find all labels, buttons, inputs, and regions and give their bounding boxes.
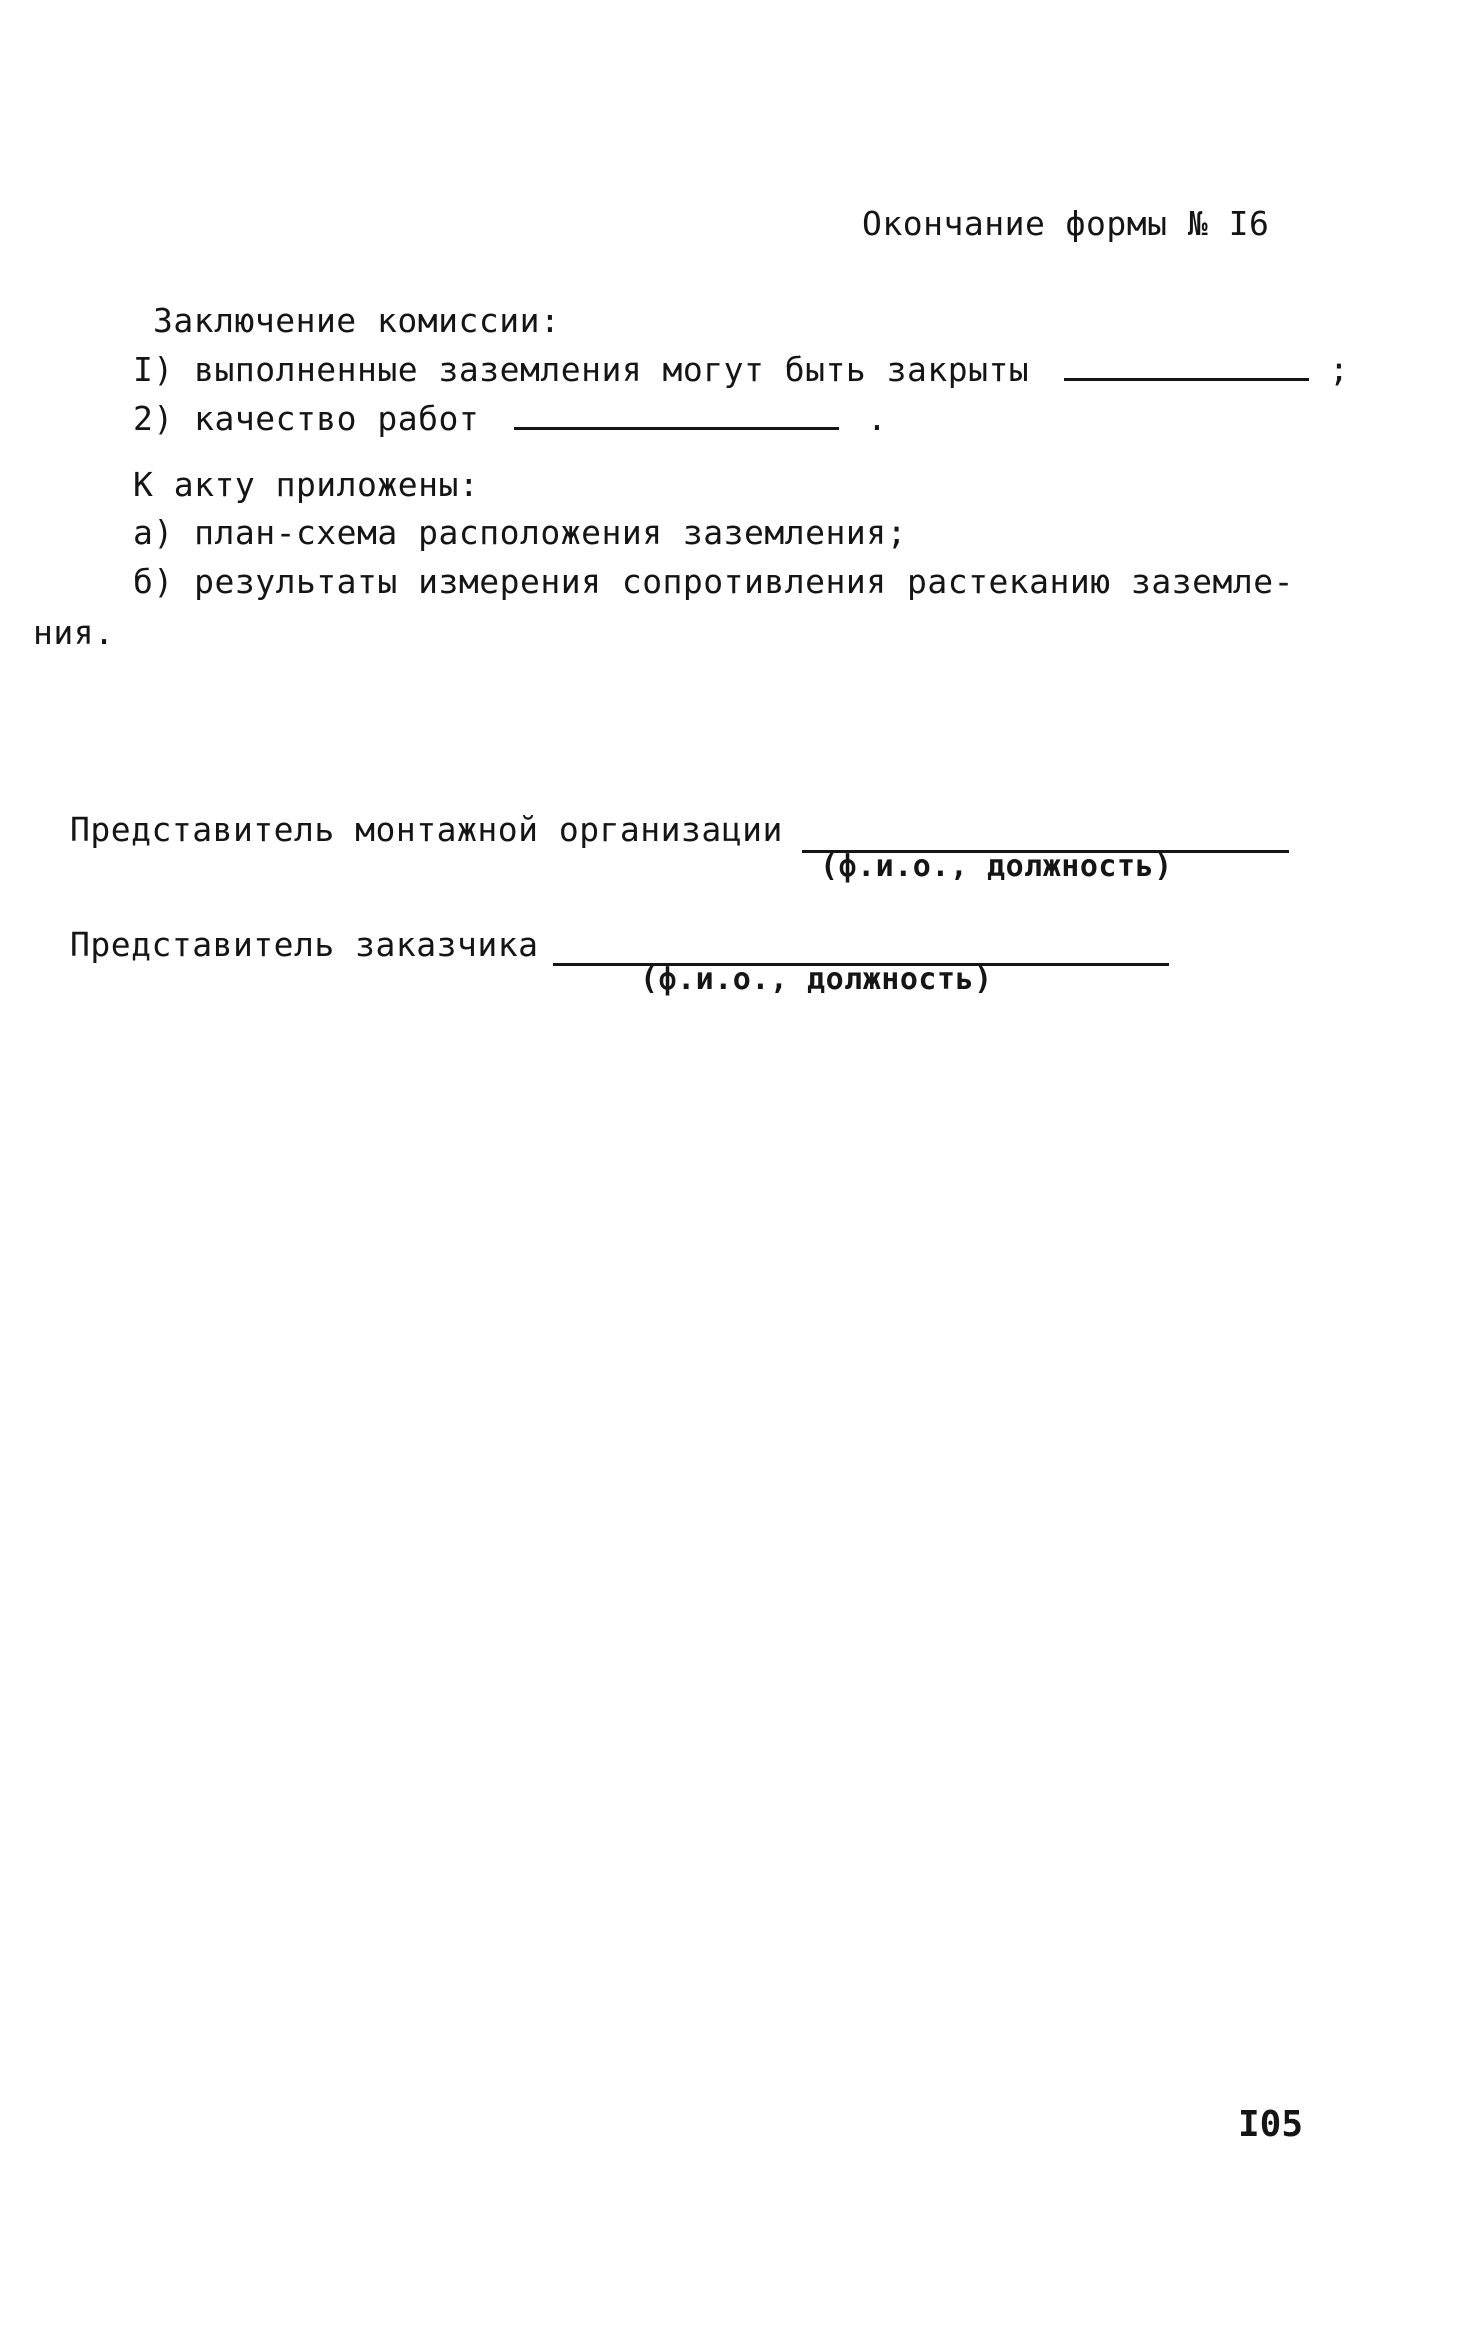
form-end-label: Окончание формы № I6 <box>862 204 1270 243</box>
conclusion-item-1-end: ; <box>1328 350 1350 389</box>
attachments-heading: К акту приложены: <box>133 465 480 504</box>
attachment-item-a: а) план-схема расположения заземления; <box>133 513 907 552</box>
conclusion-item-2 <box>133 399 887 439</box>
conclusion-item-1 <box>133 350 1349 390</box>
attachment-item-b-line-2: ния. <box>33 613 115 652</box>
conclusion-item-1-text: I) выполненные заземления могут быть закрыты <box>133 350 1030 389</box>
customer-signature-caption: (ф.и.о., должность) <box>640 962 993 997</box>
conclusion-heading: Заключение комиссии: <box>153 301 561 340</box>
work-quality-blank-field[interactable] <box>514 399 839 430</box>
installer-signature-caption: (ф.и.о., должность) <box>820 849 1173 884</box>
conclusion-item-2-text: 2) качество работ <box>133 399 480 438</box>
installer-representative-label: Представитель монтажной организации <box>70 810 783 849</box>
page-number: I05 <box>1238 2104 1304 2145</box>
closure-blank-field[interactable] <box>1064 350 1309 381</box>
conclusion-item-2-end: . <box>867 399 888 438</box>
customer-representative-label: Представитель заказчика <box>70 925 539 964</box>
attachment-item-b-line-1: б) результаты измерения сопротивления растеканию заземле- <box>133 562 1294 601</box>
